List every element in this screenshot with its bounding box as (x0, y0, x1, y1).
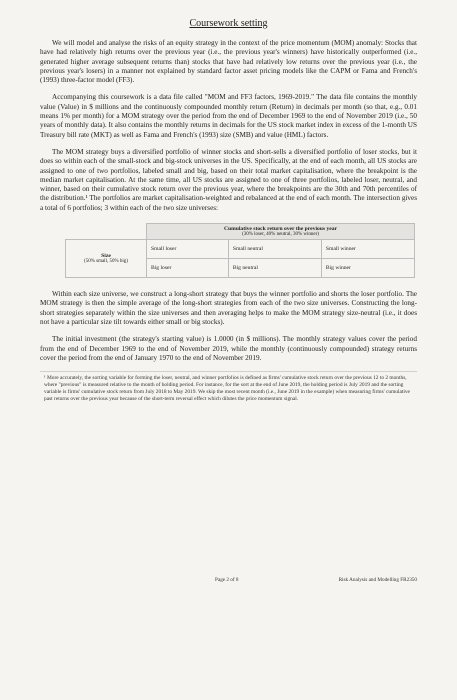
table-row-header (66, 240, 147, 278)
paragraph-intro: We will model and analyse the risks of an equity strategy in the context of the price momentum (MOM) anomaly: Stocks that have had relatively high returns over the previous year (i.e., the previous year's winners) have historically outperformed (i.e., generated higher average subsequent returns than) stocks that have had relatively low returns over the previous year (i.e., the previous year's losers) in a manner not explained by standard factor asset pricing models like the CAPM or Fama and French's (1993) three-factor model (FF3). (40, 39, 417, 85)
paragraph-initial-investment: The initial investment (the strategy's starting value) is 1.0000 (in $ millions). The monthly strategy values cover the period from the end of December 1969 to the end of November 2019, while the monthly (continuously compounded) strategy returns cover the period from the end of January 1970 to the end of November 2019. (40, 335, 417, 362)
module-name: Risk Analysis and Modelling FR2350 (338, 577, 417, 583)
paragraph-strategy: The MOM strategy buys a diversified portfolio of winner stocks and short-sells a diversified portfolio of loser stocks, but it does so within each of the small-stock and big-stock universes in the US. Specifically, at the end of each month, all US stocks are assigned to one of two portfolios, labeled small and big, based on their total market capitalisation, where the breakpoint is the median market capitalisation. At the same time, all US stocks are assigned to one of three portfolios, labeled loser, neutral, and winner, based on their cumulative stock return over the previous year, where the breakpoints are the 30th and 70th percentiles of the distribution.¹ The portfolios are market capitalisation-weighted and rebalanced at the end of each month. The intersection gives a total of 6 portfolios; 3 within each of the two size universes: (40, 147, 417, 212)
column-header-subtitle: (30% loser, 40% neutral, 30% winner) (242, 232, 319, 238)
column-header-title: Cumulative stock return over the previous year (223, 226, 338, 233)
table-cell: Big neutral (228, 259, 321, 278)
table-cell: Big winner (321, 259, 414, 278)
page-number: Page 2 of 8 (215, 577, 239, 583)
footnote: ¹ More accurately, the sorting variable for forming the loser, neutral, and winner portfolios is defined as firms' cumulative stock return over the previous 12 to 2 months, where "previous" is measured relative to the month of holding period. For instance, for the sort at the end of June 2019, the holding period is July 2019 and the sorting variable is firms' cumulative stock return from July 2018 to May 2019. We skip the most recent month (i.e., June 2019 in the example) when measuring firms' cumulative past returns over the previous year because of the short-term reversal effect which dilutes the price momentum signal. (40, 371, 417, 406)
table-cell: Small loser (147, 240, 229, 259)
table-cell: Small winner (321, 240, 414, 259)
table-corner-cell (66, 224, 147, 240)
table-cell: Small neutral (228, 240, 321, 259)
row-header-title: Size (101, 253, 111, 260)
table-column-header (147, 224, 415, 240)
table-cell: Big loser (147, 259, 229, 278)
portfolio-table (65, 223, 415, 278)
table-row (66, 240, 415, 259)
page-title: Coursework setting (189, 18, 268, 29)
paragraph-long-short: Within each size universe, we construct a long-short strategy that buys the winner portfolio and shorts the loser portfolio. The MOM strategy is then the simple average of the long-short strategies from each of the two size universes. Constructing the long-short strategies separately within the size universes and then averaging helps to make the MOM strategy size-neutral (i.e., it does not have a particular size tilt towards either small or big stocks). (40, 290, 417, 326)
paragraph-data-file: Accompanying this coursework is a data file called "MOM and FF3 factors, 1969-2019." The data file contains the monthly value (Value) in $ millions and the continuously compounded monthly return (Return) in decimals per month (so that, e.g., 0.01 means 1% per month) for a MOM strategy over the period from the end of December 1969 to the end of November 2019 (i.e., 50 years of monthly data). It also contains the monthly returns in decimals for the US stock market index in excess of the 1-month US Treasury bill rate (MKT) as well as Fama and French's (1993) size (SMB) and value (HML) factors. (40, 93, 417, 139)
row-header-subtitle: (50% small, 50% big) (84, 259, 128, 265)
table-header-row (66, 224, 415, 240)
